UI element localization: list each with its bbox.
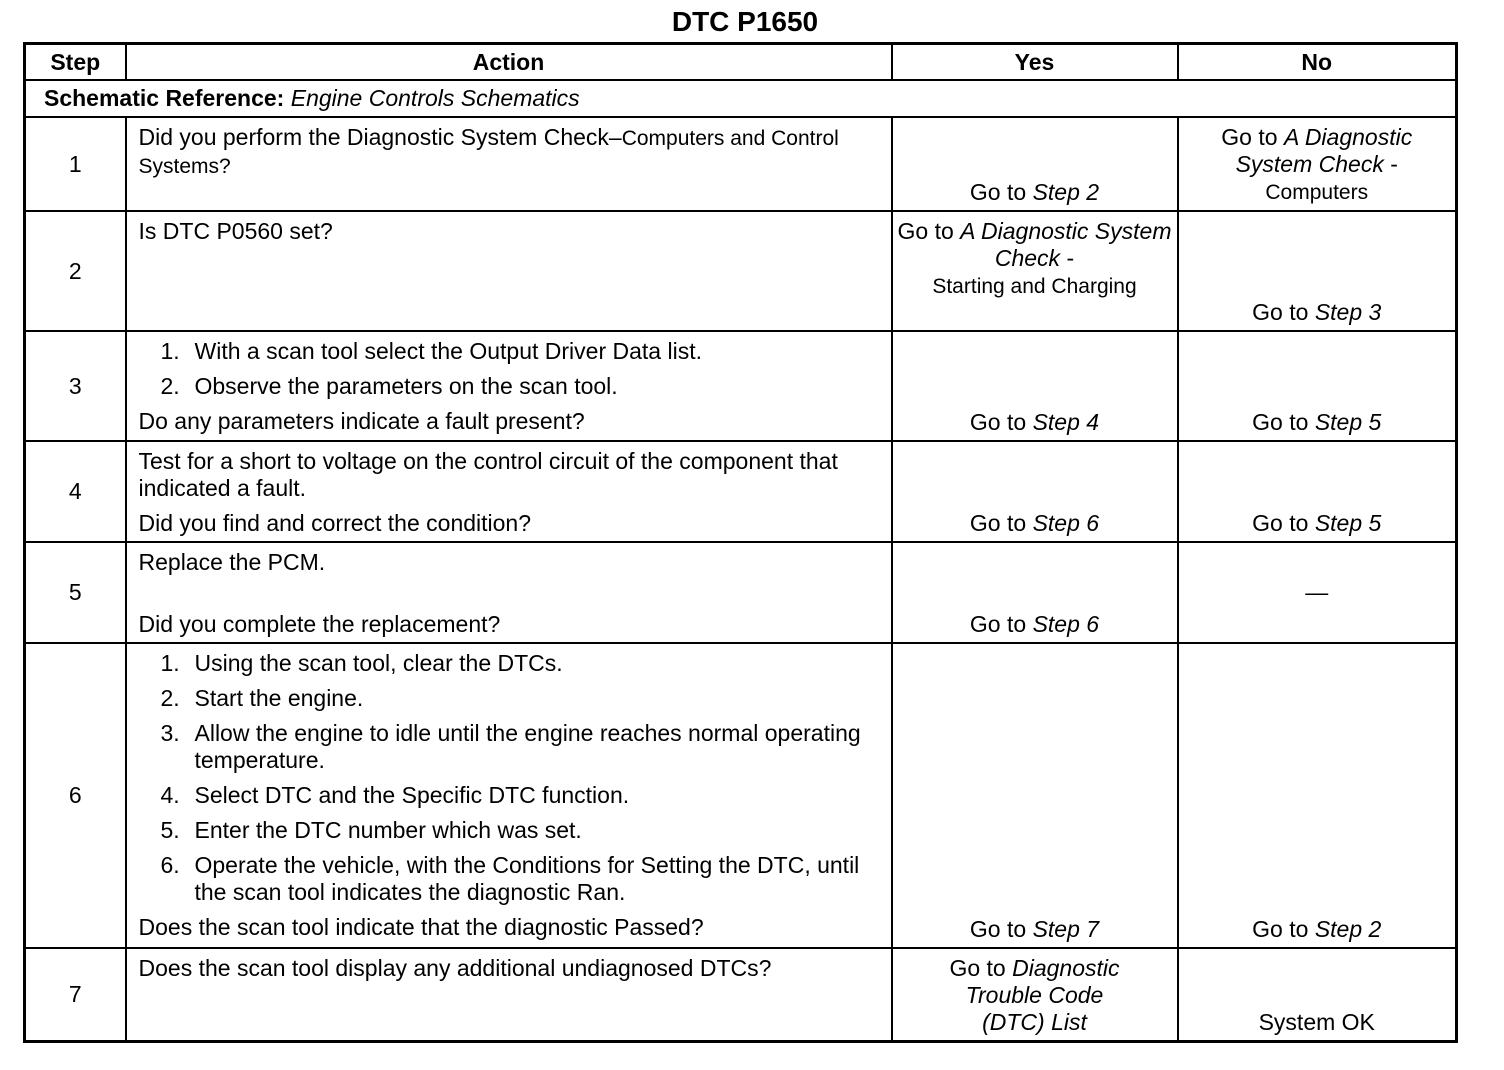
no-link[interactable]: Step 5 (1314, 510, 1382, 536)
step-number: 6 (25, 643, 126, 948)
table-row (25, 117, 1457, 211)
substep-text: Start the engine. (194, 685, 364, 711)
action-text: Test for a short to voltage on the control circuit of the component that indicated a fault. (138, 448, 838, 501)
yes-cell (892, 542, 1178, 643)
substep-number: 5. (160, 817, 180, 843)
no-cell: — (1178, 542, 1457, 643)
yes-link[interactable]: A Diagnostic System Check (960, 218, 1172, 271)
action-question: Does the scan tool indicate that the diagnostic Passed? (138, 914, 704, 940)
yes-suffix: - (1060, 245, 1075, 271)
no-prefix: Go to (1252, 409, 1315, 435)
substep-text: With a scan tool select the Output Driver Data list. (194, 338, 702, 364)
no-cell (1178, 211, 1457, 331)
header-yes: Yes (892, 44, 1178, 81)
no-cell (1178, 441, 1457, 542)
substep-number: 1. (160, 338, 180, 364)
schematic-label: Schematic Reference: (44, 85, 285, 111)
action-cell (126, 643, 892, 948)
action-cell (126, 331, 892, 441)
substep-number: 4. (160, 782, 180, 808)
substep-text: Allow the engine to idle until the engine reaches normal operating temperature. (194, 720, 861, 773)
step-number: 7 (25, 948, 126, 1042)
yes-link[interactable]: Step 6 (1032, 510, 1100, 536)
action-question: Did you find and correct the condition? (138, 510, 532, 536)
substep-item (161, 650, 883, 677)
yes-link[interactable]: Step 2 (1032, 179, 1100, 205)
yes-prefix: Go to (949, 955, 1013, 981)
yes-cell (892, 948, 1178, 1042)
yes-link[interactable]: Step 4 (1032, 409, 1100, 435)
substep-text: Enter the DTC number which was set. (194, 817, 582, 843)
schematic-link[interactable]: Engine Controls Schematics (290, 85, 580, 111)
action-question: Did you complete the replacement? (138, 611, 501, 637)
substep-number: 2. (160, 685, 180, 711)
substep-item (161, 817, 883, 844)
header-action: Action (126, 44, 892, 81)
substep-number: 1. (160, 650, 180, 676)
substep-list (139, 650, 883, 906)
yes-cell (892, 441, 1178, 542)
yes-prefix: Go to (897, 218, 961, 244)
yes-prefix: Go to (969, 409, 1033, 435)
table-row (25, 331, 1457, 441)
yes-link[interactable]: Diagnostic Trouble Code (DTC) List (965, 955, 1120, 1035)
step-number: 3 (25, 331, 126, 441)
header-row (25, 44, 1457, 81)
substep-item (161, 338, 883, 365)
yes-cell (892, 211, 1178, 331)
substep-text: Operate the vehicle, with the Conditions for Setting the DTC, until the scan tool indicates the diagnostic Ran. (194, 852, 860, 905)
step-number: 5 (25, 542, 126, 643)
yes-link[interactable]: Step 6 (1032, 611, 1100, 637)
no-link[interactable]: Step 3 (1314, 299, 1382, 325)
substep-number: 2. (160, 373, 180, 399)
substep-item (161, 685, 883, 712)
action-cell (126, 542, 892, 643)
no-cell (1178, 643, 1457, 948)
action-cell (126, 441, 892, 542)
no-prefix: Go to (1252, 916, 1315, 942)
table-row (25, 948, 1457, 1042)
diagnostic-table (23, 42, 1458, 1043)
action-cell (126, 211, 892, 331)
no-prefix: Go to (1252, 510, 1315, 536)
action-question: Do any parameters indicate a fault present? (138, 408, 585, 434)
table-row (25, 542, 1457, 643)
substep-number: 3. (160, 720, 180, 746)
schematic-row (25, 80, 1457, 117)
substep-item (161, 852, 883, 906)
action-text-small: Computers and Control Systems? (138, 127, 839, 178)
header-step: Step (25, 44, 126, 81)
yes-cell (892, 643, 1178, 948)
schematic-reference (25, 80, 1457, 117)
no-cell (1178, 331, 1457, 441)
substep-item (161, 782, 883, 809)
step-number: 1 (25, 117, 126, 211)
step-number: 4 (25, 441, 126, 542)
yes-prefix: Go to (969, 510, 1033, 536)
page-title: DTC P1650 (671, 6, 819, 37)
yes-prefix: Go to (969, 611, 1033, 637)
no-link[interactable]: A Diagnostic System Check (1235, 124, 1413, 177)
header-no: No (1178, 44, 1457, 81)
no-cell (1178, 117, 1457, 211)
yes-prefix: Go to (969, 916, 1033, 942)
yes-link[interactable]: Step 7 (1032, 916, 1100, 942)
no-prefix: Go to (1221, 124, 1284, 150)
no-suffix: - (1383, 151, 1398, 177)
substep-item (161, 373, 883, 400)
step-number: 2 (25, 211, 126, 331)
no-link[interactable]: Step 5 (1314, 409, 1382, 435)
action-text: Is DTC P0560 set? (138, 218, 333, 244)
table-row (25, 643, 1457, 948)
yes-cell (892, 331, 1178, 441)
no-prefix: Go to (1252, 299, 1315, 325)
no-link[interactable]: Step 2 (1314, 916, 1382, 942)
action-cell (126, 117, 892, 211)
action-text: Does the scan tool display any additional undiagnosed DTCs? (138, 955, 772, 981)
substep-item (161, 720, 883, 774)
yes-cell (892, 117, 1178, 211)
substep-number: 6. (160, 852, 180, 878)
action-text: Replace the PCM. (138, 549, 326, 575)
yes-extra: Starting and Charging (932, 275, 1137, 298)
no-cell: System OK (1178, 948, 1457, 1042)
substep-list (139, 338, 883, 400)
yes-prefix: Go to (969, 179, 1033, 205)
action-text: Did you perform the Diagnostic System Check– (138, 124, 622, 150)
no-extra: Computers (1265, 181, 1369, 204)
substep-text: Observe the parameters on the scan tool. (194, 373, 618, 399)
table-row (25, 441, 1457, 542)
action-cell (126, 948, 892, 1042)
table-row (25, 211, 1457, 331)
substep-text: Select DTC and the Specific DTC function. (194, 782, 630, 808)
substep-text: Using the scan tool, clear the DTCs. (194, 650, 563, 676)
